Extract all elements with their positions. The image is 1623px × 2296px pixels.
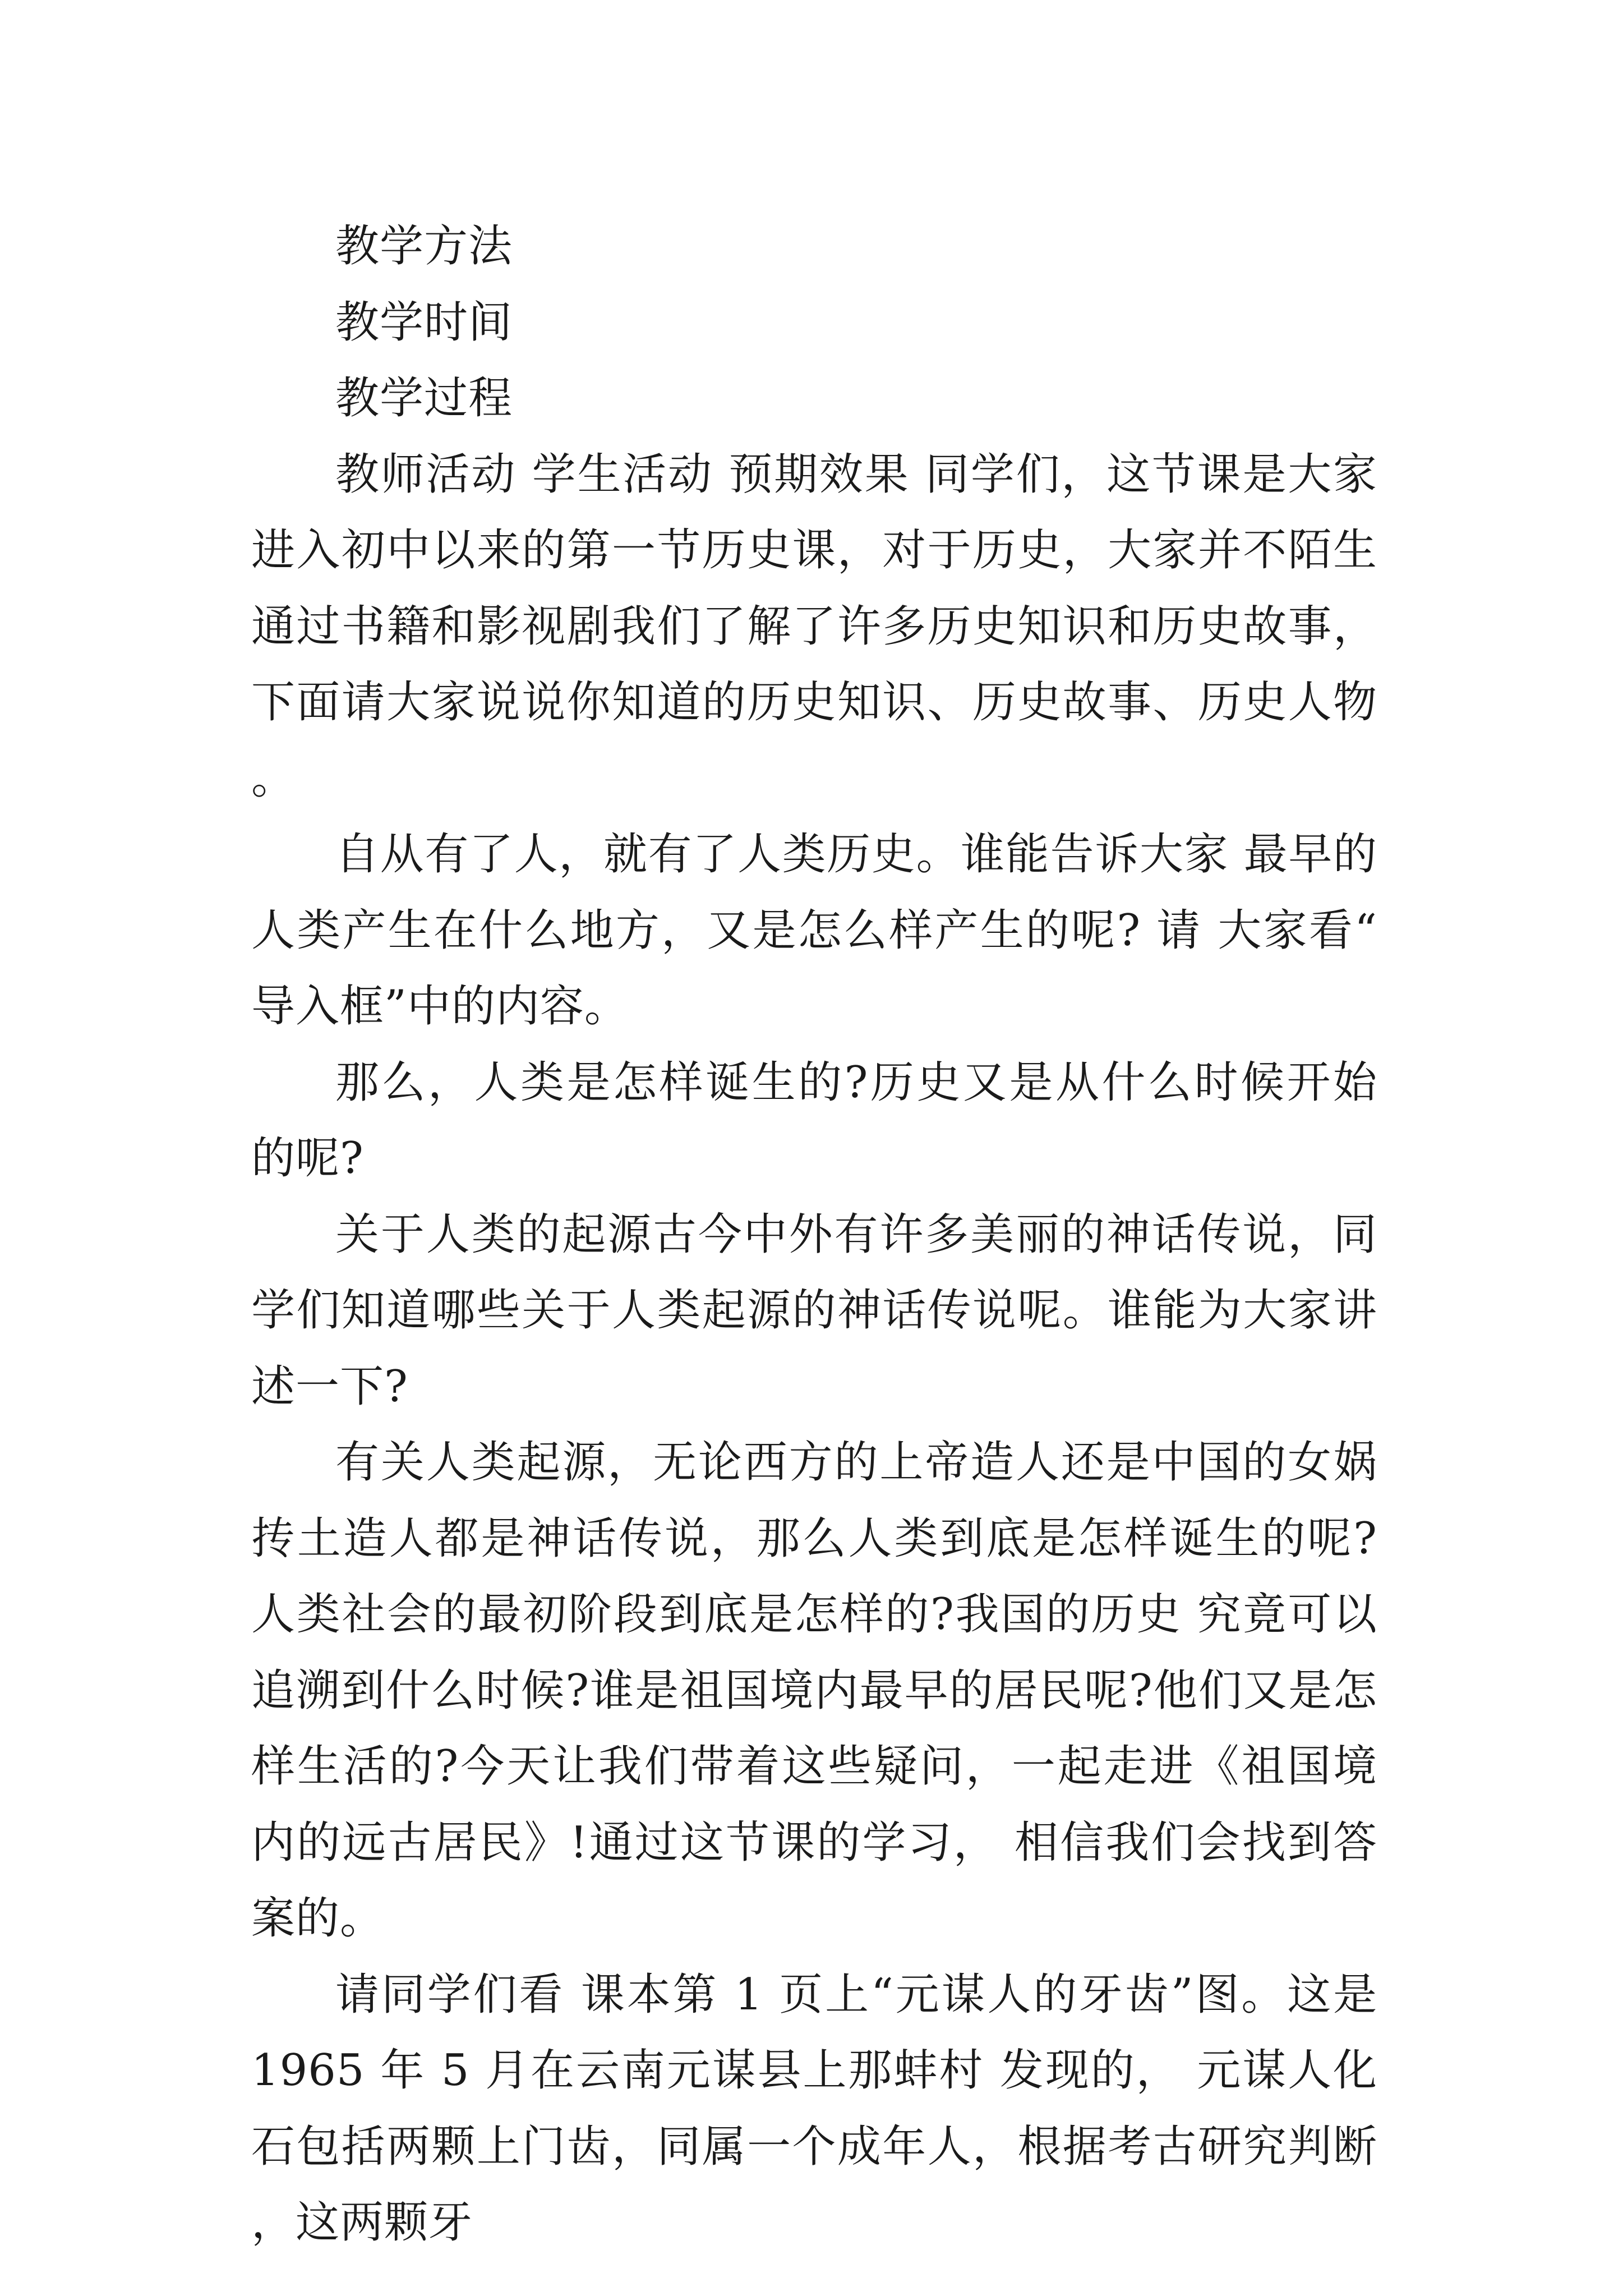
heading-teaching-method: 教学方法: [335, 221, 513, 272]
paragraph-yuanmou-teeth: 请同学们看 课本第 1 页上“元谋人的牙齿”图。这是 1965 年 5 月在云南元谋县上那蚌村 发现的， 元谋人化石包括两颗上门齿，同属一个成年人，根据考古研究判断，这两颗牙: [251, 1969, 1377, 2248]
heading-teaching-time: 教学时间: [335, 297, 513, 348]
heading-teaching-process: 教学过程: [335, 373, 513, 424]
paragraph-earliest-humans: 自从有了人，就有了人类历史。谁能告诉大家 最早的人类产生在什么地方，又是怎么样产生的呢? 请 大家看“导入框”中的内容。: [251, 829, 1377, 1032]
document-body: [251, 209, 1377, 2261]
paragraph-intro: 教师活动 学生活动 预期效果 同学们，这节课是大家进入初中以来的第一节历史课，对于历史，大家并不陌生通过书籍和影视剧我们了解了许多历史知识和历史故事，下面请大家说说你知道的历史知识、历史故事、历史人物。: [251, 449, 1377, 804]
paragraph-origins-questions: 有关人类起源，无论西方的上帝造人还是中国的女娲抟土造人都是神话传说，那么人类到底是怎样诞生的呢?人类社会的最初阶段到底是怎样的?我国的历史 究竟可以追溯到什么时候?谁是祖国境内最早的居民呢?他们又是怎样生活的?今天让我们带着这些疑问，一起走进《祖国境内的远古居民》!通过这节课的学习， 相信我们会找到答案的。: [251, 1437, 1377, 1944]
paragraph-myths: 关于人类的起源古今中外有许多美丽的神话传说，同学们知道哪些关于人类起源的神话传说呢。谁能为大家讲述一下?: [251, 1209, 1377, 1412]
paragraph-how-humans-born: 那么，人类是怎样诞生的?历史又是从什么时候开始的呢?: [251, 1057, 1377, 1184]
